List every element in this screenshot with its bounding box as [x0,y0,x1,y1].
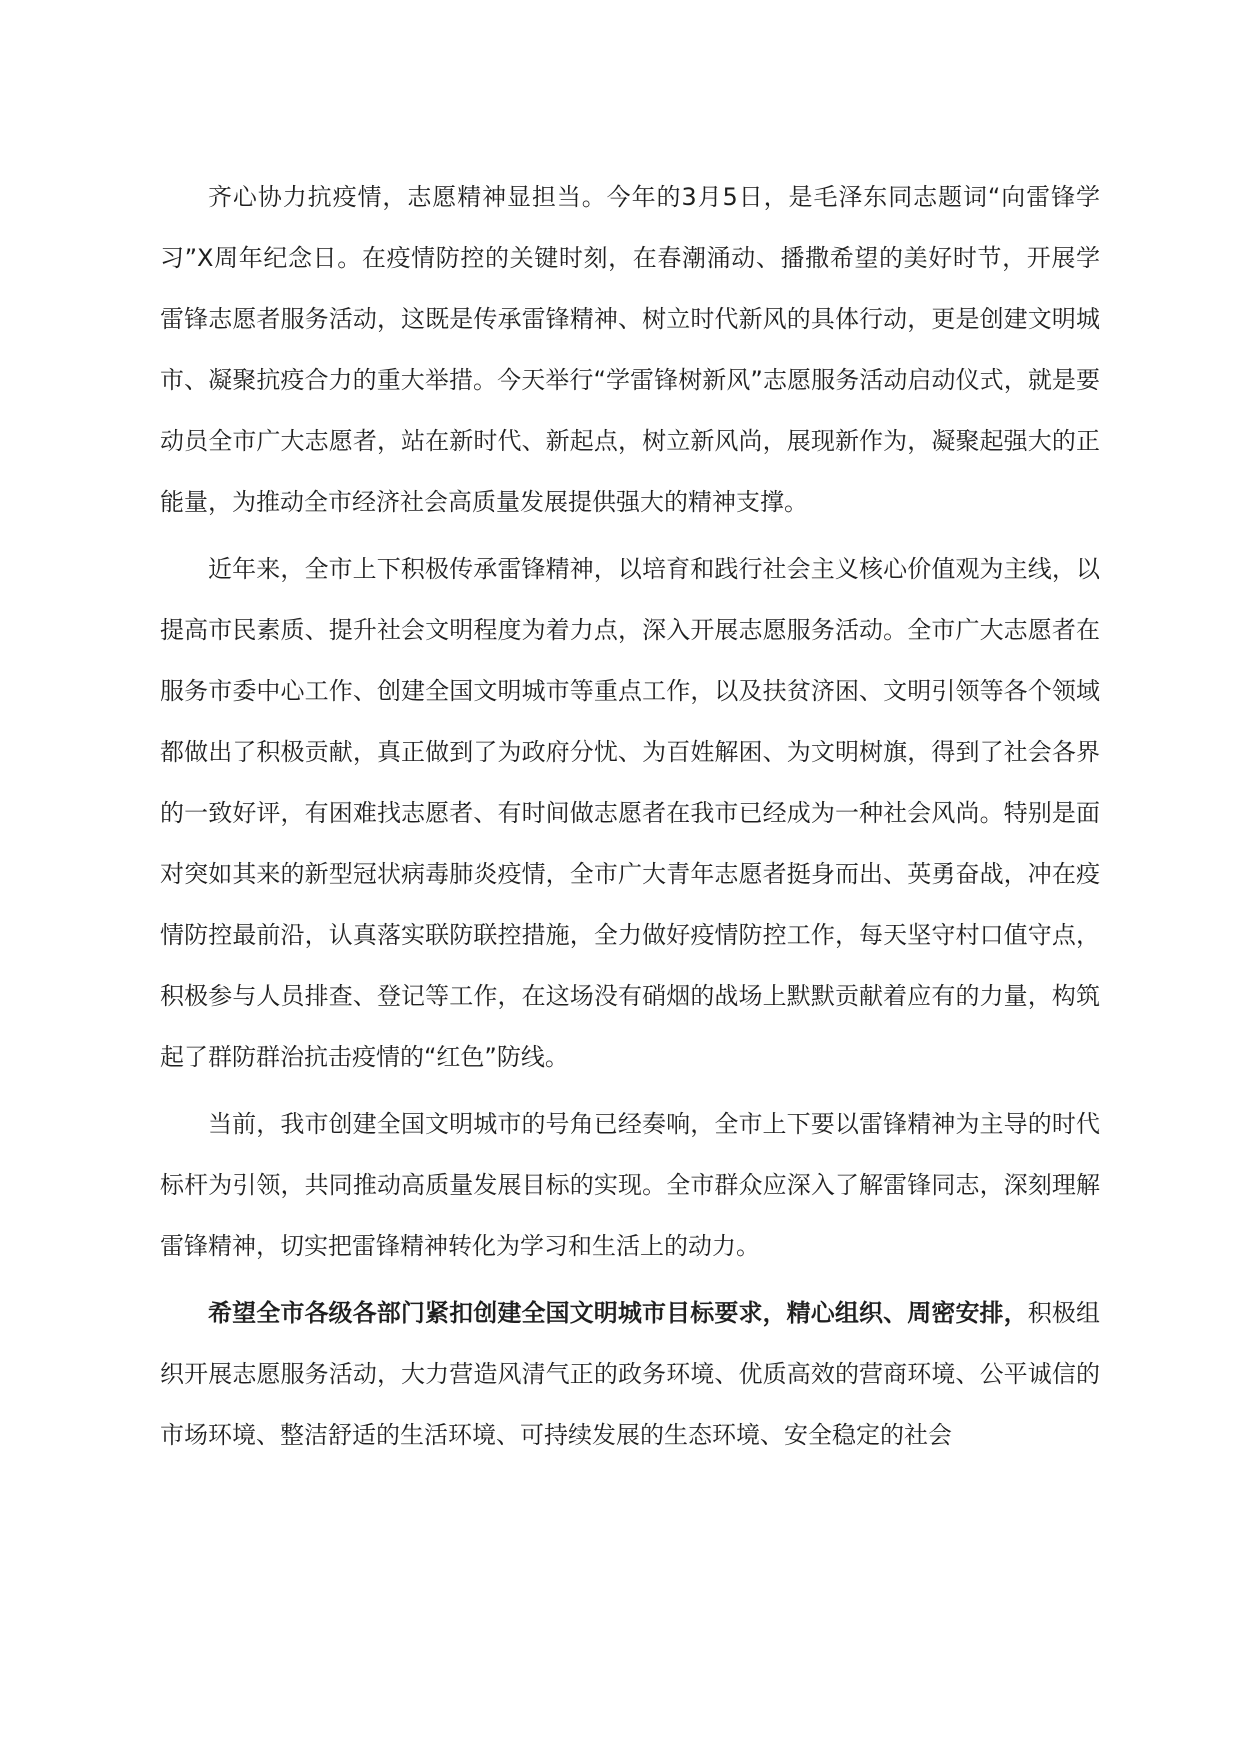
paragraph-3-text: 当前，我市创建全国文明城市的号角已经奏响，全市上下要以雷锋精神为主导的时代标杆为引领，共同推动高质量发展目标的实现。全市群众应深入了解雷锋同志，深刻理解雷锋精神，切实把雷锋精神转化为学习和生活上的动力。 [160,1110,1100,1260]
paragraph-1-text: 齐心协力抗疫情，志愿精神显担当。今年的3月5日，是毛泽东同志题词“向雷锋学习”X周年纪念日。在疫情防控的关键时刻，在春潮涌动、播撒希望的美好时节，开展学雷锋志愿者服务活动，这既是传承雷锋精神、树立时代新风的具体行动，更是创建文明城市、凝聚抗疫合力的重大举措。今天举行“学雷锋树新风”志愿服务活动启动仪式，就是要动员全市广大志愿者，站在新时代、新起点，树立新风尚，展现新作为，凝聚起强大的正能量，为推动全市经济社会高质量发展提供强大的精神支撑。 [160,183,1100,516]
paragraph-2 [160,539,1100,1088]
paragraph-3 [160,1094,1100,1277]
paragraph-4-bold-lead: 希望全市各级各部门紧扣创建全国文明城市目标要求，精心组织、周密安排， [208,1299,1028,1327]
body-text [160,167,1100,1466]
paragraph-2-text: 近年来，全市上下积极传承雷锋精神，以培育和践行社会主义核心价值观为主线，以提高市民素质、提升社会文明程度为着力点，深入开展志愿服务活动。全市广大志愿者在服务市委中心工作、创建全国文明城市等重点工作，以及扶贫济困、文明引领等各个领域都做出了积极贡献，真正做到了为政府分忧、为百姓解困、为文明树旗，得到了社会各界的一致好评，有困难找志愿者、有时间做志愿者在我市已经成为一种社会风尚。特别是面对突如其来的新型冠状病毒肺炎疫情，全市广大青年志愿者挺身而出、英勇奋战，冲在疫情防控最前沿，认真落实联防联控措施，全力做好疫情防控工作，每天坚守村口值守点，积极参与人员排查、登记等工作，在这场没有硝烟的战场上默默贡献着应有的力量，构筑起了群防群治抗击疫情的“红色”防线。 [160,555,1100,1071]
paragraph-1 [160,167,1100,533]
paragraph-4-text: 积极组织开展志愿服务活动，大力营造风清气正的政务环境、优质高效的营商环境、公平诚信的市场环境、整洁舒适的生活环境、可持续发展的生态环境、安全稳定的社会 [160,1299,1101,1449]
paragraph-4 [160,1283,1100,1466]
